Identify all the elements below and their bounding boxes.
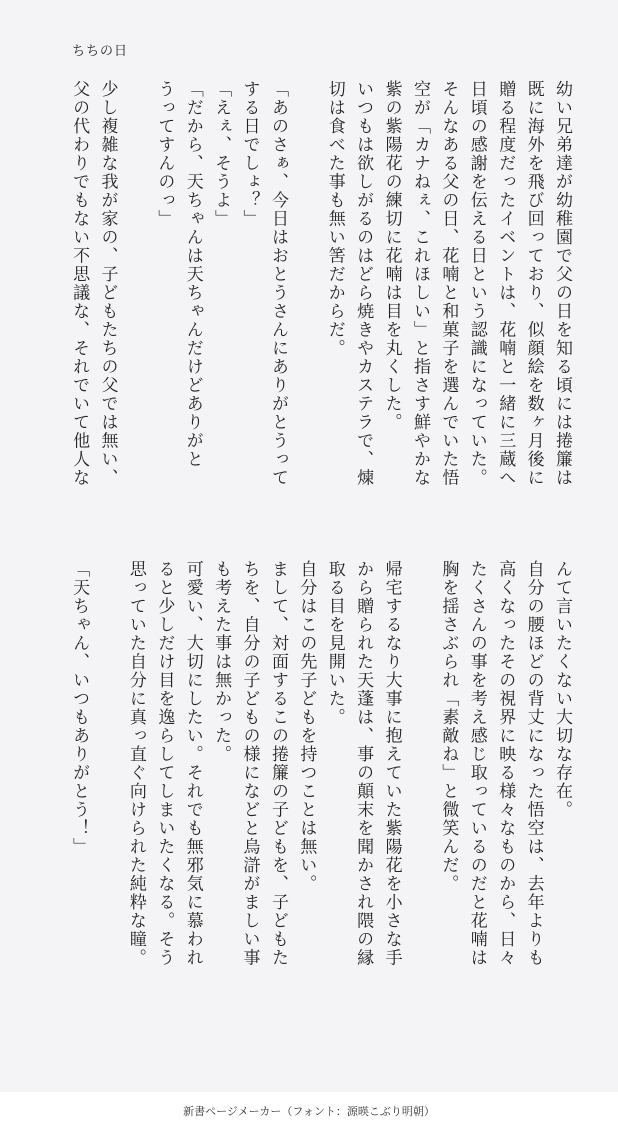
text-line: 可愛い、大切にしたい。それでも無邪気に慕われ — [182, 560, 203, 967]
text-line: そんなある父の日、花喃と和菓子を選んでいた悟 — [438, 80, 459, 487]
text-line: 「だから、天ちゃんは天ちゃんだけどありがと — [182, 80, 203, 469]
text-line: うってすんのっ」 — [154, 80, 175, 228]
text-line: 「天ちゃん、いつもありがとう！」 — [69, 560, 90, 856]
text-line: 高くなったその視界に映る様々なものから、日々 — [495, 560, 516, 967]
text-line: から贈られた天蓬は、事の顛末を聞かされ隈の縁 — [353, 560, 374, 967]
text-line: ちを、自分の子どもの様になどと烏滸がましい事 — [239, 560, 260, 967]
blank-line — [292, 80, 320, 520]
text-line: たくさんの事を考え感じ取っているのだと花喃は — [466, 560, 487, 967]
page-title: ちちの日 — [72, 44, 129, 59]
blank-line — [93, 560, 121, 1000]
text-line: 空が「カナねぇ、これほしい」と指さす鮮やかな — [409, 80, 430, 487]
text-line: ると少しだけ目を逸らしてしまいたくなる。そう — [154, 560, 175, 967]
text-line: 贈る程度だったイベントは、花喃と一緒に三蔵へ — [495, 80, 516, 487]
text-line: いつもは欲しがるのはどら焼きやカステラで、煉 — [353, 80, 374, 487]
text-line: する日でしょ？」 — [239, 80, 260, 228]
text-line: 帰宅するなり大事に抱えていた紫陽花を小さな手 — [381, 560, 402, 967]
text-line: 幼い兄弟達が幼稚園で父の日を知る頃には捲簾は — [552, 80, 572, 487]
text-line: まして、対面するこの捲簾の子どもを、子どもた — [267, 560, 288, 967]
blank-line — [122, 80, 150, 520]
text-block-lower — [56, 560, 576, 1000]
text-line: 紫の紫陽花の練切に花喃は目を丸くした。 — [381, 80, 402, 432]
text-line: んて言いたくない大切な存在。 — [552, 560, 572, 819]
text-block-upper — [56, 80, 576, 520]
text-line: 「あのさぁ、今日はおとうさんにありがとうって — [267, 80, 288, 487]
text-line: 自分の腰ほどの背丈になった悟空は、去年よりも — [523, 560, 544, 967]
text-line: 思っていた自分に真っ直ぐ向けられた純粋な瞳。 — [125, 560, 146, 967]
text-line: 少し複雑な我が家の、子どもたちの父では無い、 — [97, 80, 118, 487]
text-line: 取る目を見開いた。 — [324, 560, 345, 727]
text-line: も考えた事は無かった。 — [211, 560, 232, 764]
text-line: 胸を揺さぶられ「素敵ね」と微笑んだ。 — [438, 560, 459, 893]
text-line: 父の代わりでもない不思議な、それでいて他人な — [69, 80, 90, 487]
text-line: 既に海外を飛び回っており、似顔絵を数ヶ月後に — [523, 80, 544, 487]
text-line: 「えぇ、そうよ」 — [211, 80, 232, 228]
text-line: 切は食べた事も無い筈だからだ。 — [324, 80, 345, 358]
footer-credit: 新書ページメーカー（フォント：源暎こぶり明朝） — [0, 1092, 618, 1132]
text-line: 日頃の感謝を伝える日という認識になっていた。 — [466, 80, 487, 487]
blank-line — [406, 560, 434, 1000]
text-line: 自分はこの先子どもを持つことは無い。 — [296, 560, 317, 893]
